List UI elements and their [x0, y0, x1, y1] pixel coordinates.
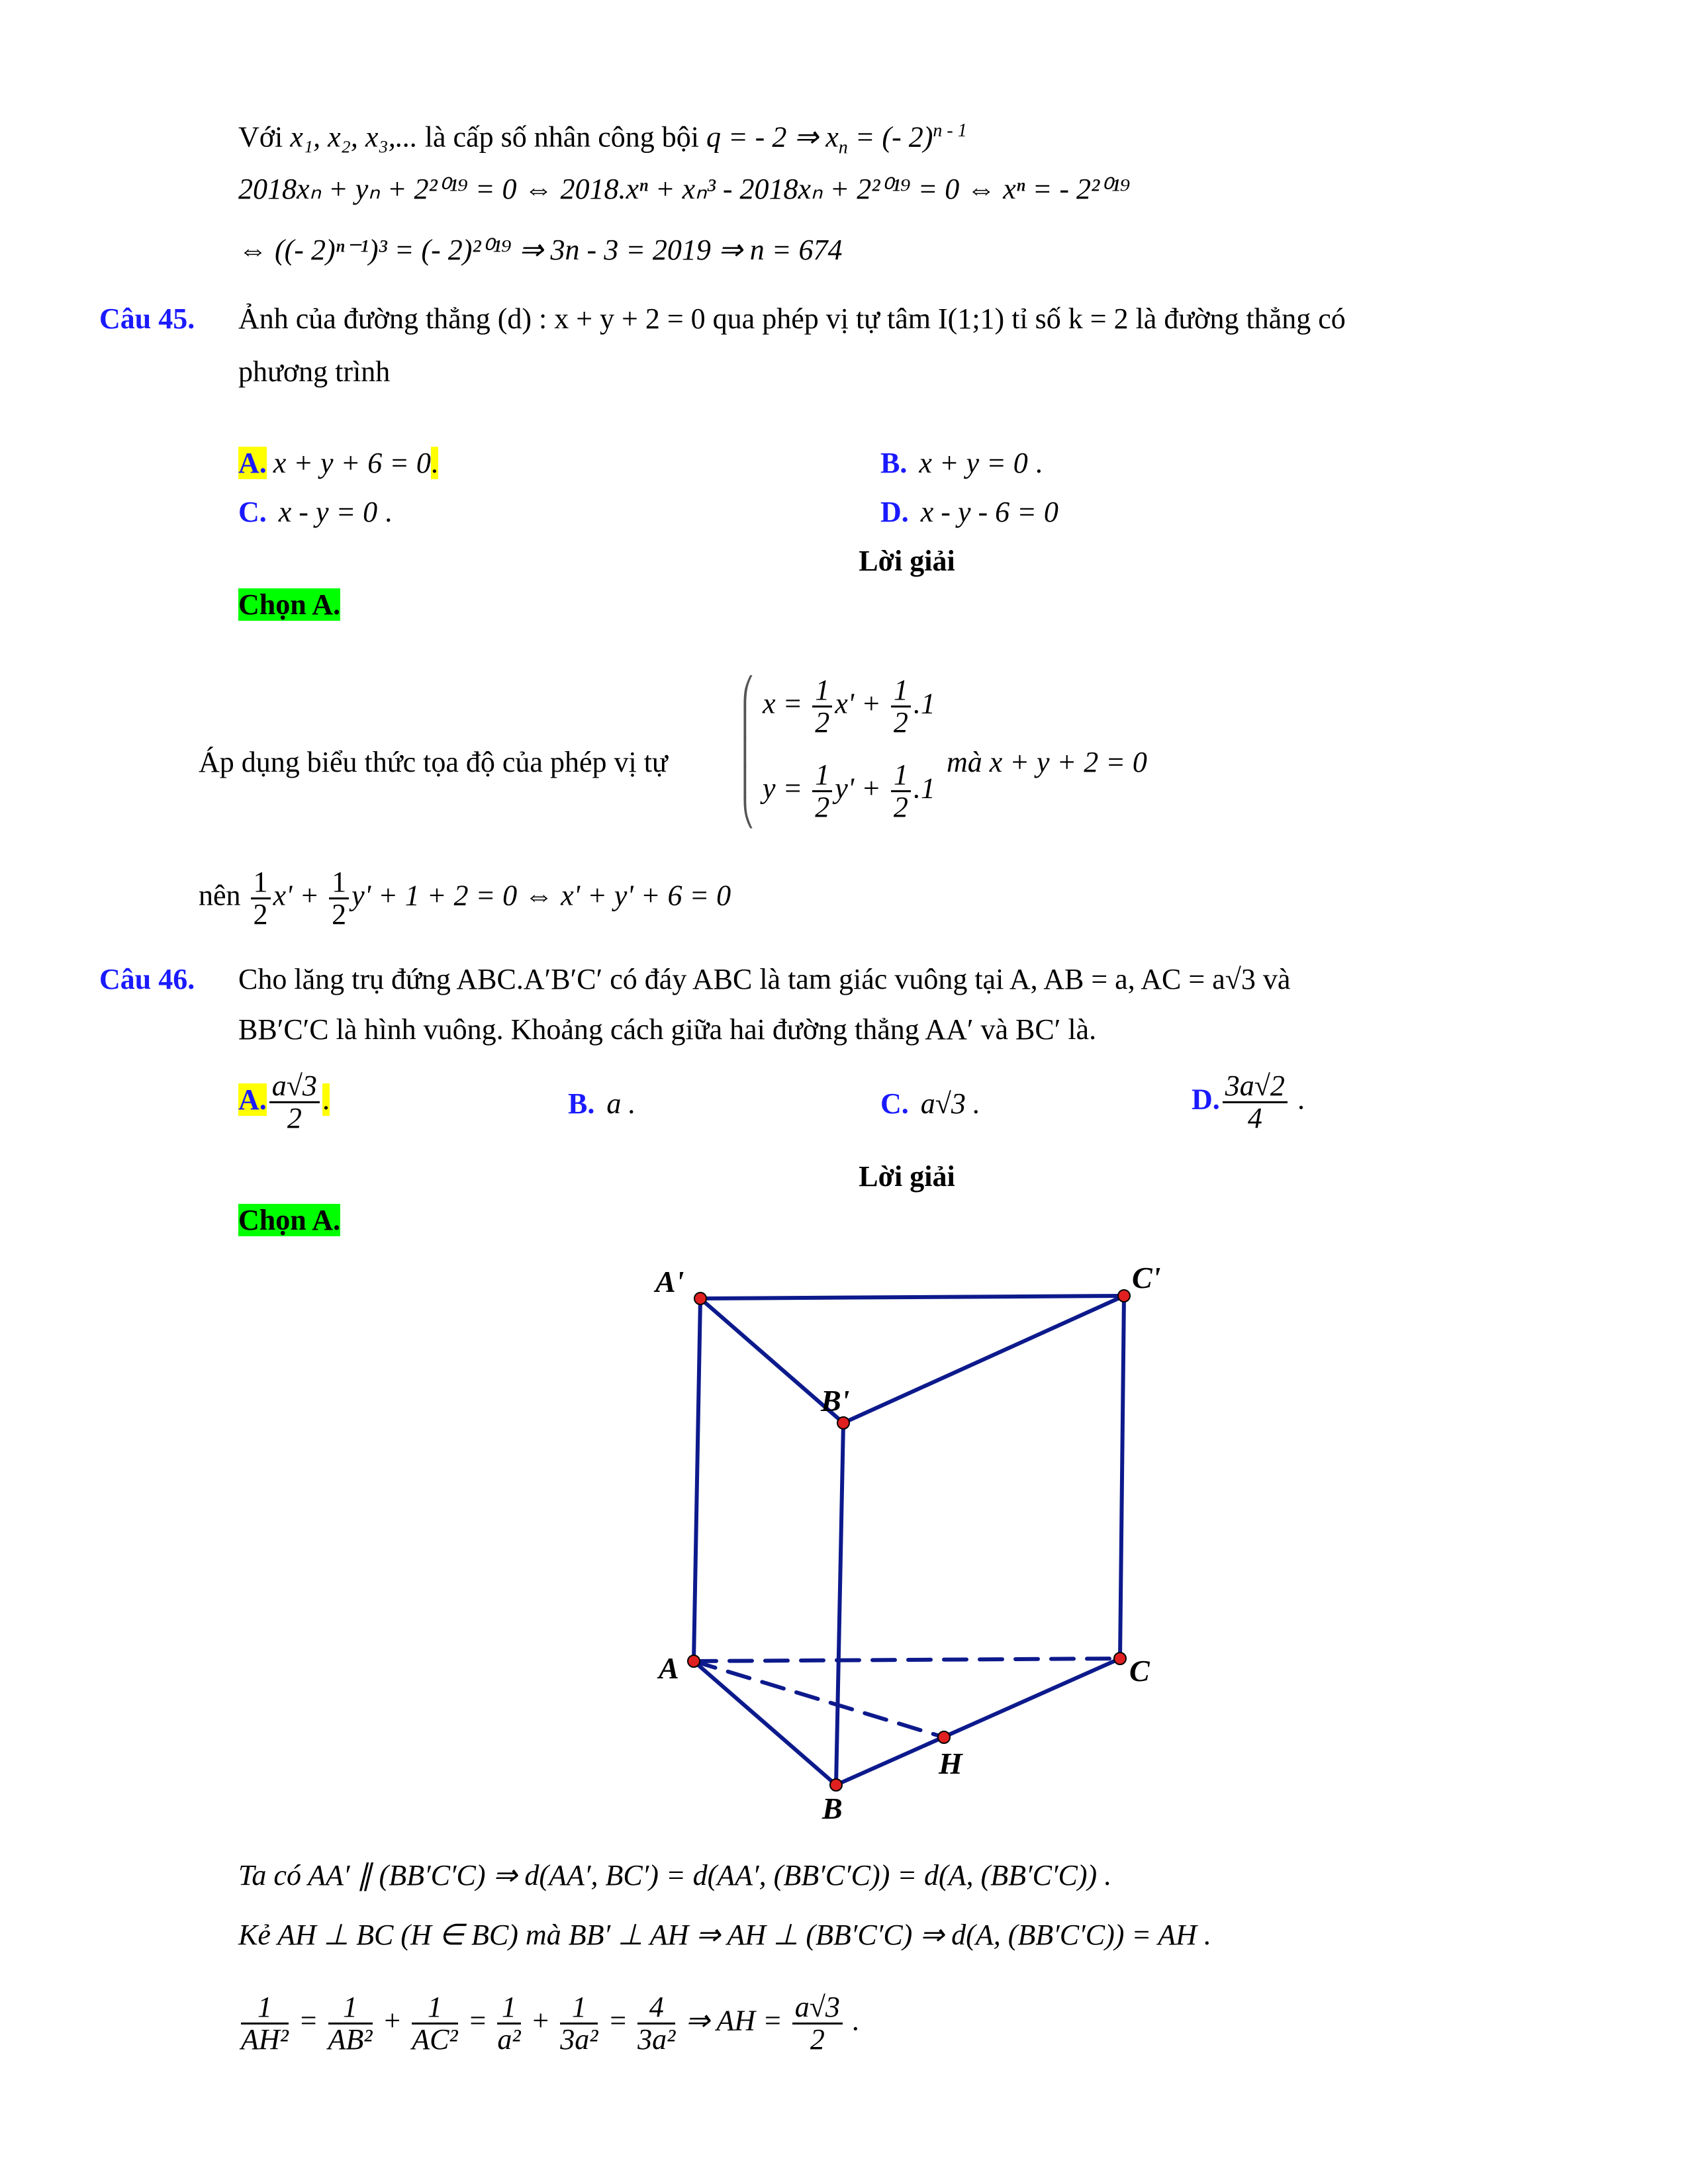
option-value: x + y + 6 = 0 — [273, 447, 431, 479]
q46-option-d[interactable]: D. $\frac{3a√2}{4}$ . — [1192, 1069, 1305, 1134]
intro-text-2: là cấp số nhân công bội — [417, 120, 706, 154]
choose-answer: Chọn A. — [238, 588, 341, 621]
edge-a-h-dashed — [694, 1661, 944, 1737]
option-key: A. — [238, 447, 267, 479]
nen-word: nên — [199, 879, 241, 912]
q46-option-b[interactable] — [568, 1085, 635, 1122]
sys-y: y = — [763, 772, 810, 805]
sys-y-tail: y' + — [835, 772, 888, 805]
q45-option-a[interactable]: A. x + y + 6 = 0. — [238, 447, 438, 479]
q46-solution-line-2: Kẻ AH ⊥ BC (H ∈ BC) mà BB′ ⊥ AH ⇒ AH ⊥ (BB′C′C) ⇒ d(A, (BB′C′C)) = AH . — [238, 1919, 1211, 1951]
edge-a-a1 — [694, 1298, 700, 1661]
q45-option-d[interactable] — [880, 494, 1058, 531]
apply-text: Áp dụng biểu thức tọa độ của phép vị tự — [199, 746, 668, 778]
option-value: x - y = 0 — [278, 496, 378, 528]
option-key: B. — [568, 1087, 595, 1120]
point-b — [830, 1779, 842, 1791]
option-key: A. — [238, 1083, 267, 1116]
edge-a-c-dashed — [694, 1659, 1120, 1661]
system-row-y: y = $\frac{1}{2}$ y' + $\frac{1}{2}$ .1 — [763, 758, 935, 823]
q46-solution-title: Lời giải — [859, 1160, 955, 1193]
question-45-text: Ảnh của đường thẳng (d) : x + y + 2 = 0 qua phép vị tự tâm I(1;1) tỉ số k = 2 là đường thẳng có — [238, 302, 1346, 335]
option-key: B. — [880, 447, 908, 479]
point-b1 — [837, 1417, 849, 1429]
intro-line-1: Với x₁, x₂, x₃,... là cấp số nhân công bội q = - 2 ⇒ $x_n$ = (- 2)$^{n - 1}$ — [238, 120, 967, 158]
q46-solution-line-3: $\frac{1}{\text{AH²}}$ = $\frac{1}{\text{AB²}}$ + $\frac{1}{\text{AC²}}$ = $\frac{1}{\text{a²}}$ + $\frac{1}{\text{3a²}}$ = $\frac{4}{\text{3a²}}$ ⇒ AH = $\frac{a√3}{2}$ . — [241, 1991, 860, 2056]
point-c — [1114, 1653, 1126, 1664]
intro-text: Với — [238, 120, 291, 154]
edge-c-c1 — [1120, 1296, 1124, 1659]
sequence-math: x₁, x₂, x₃,... — [290, 120, 418, 154]
edge-a1-c1 — [700, 1296, 1124, 1298]
q46-option-c[interactable] — [880, 1085, 980, 1122]
ma-equation: mà x + y + 2 = 0 — [947, 746, 1147, 778]
option-key: D. — [880, 496, 909, 528]
q46-option-a[interactable]: A. $\frac{a√3}{2}$ . — [238, 1069, 330, 1134]
sys-x: x = — [763, 687, 810, 720]
q45-choose — [238, 586, 340, 623]
system-brace-icon: ⎛ ⎜ ⎜ ⎜ ⎝ — [741, 676, 755, 828]
q46-solution-line-1: Ta có AA′ ∥ (BB′C′C) ⇒ d(AA′, BC′) = d(AA′, (BB′C′C)) = d(A, (BB′C′C)) . — [238, 1859, 1112, 1891]
label-b: B — [822, 1792, 843, 1825]
label-c1: C' — [1132, 1261, 1161, 1295]
edge-b-b1 — [836, 1423, 843, 1785]
label-c: C — [1129, 1654, 1150, 1688]
option-key: D. — [1192, 1083, 1220, 1116]
edge-b1-c1 — [843, 1296, 1124, 1423]
choose-answer: Chọn A. — [238, 1204, 341, 1236]
q45-option-b[interactable]: B. x + y = 0 . — [880, 447, 1043, 479]
point-h — [938, 1731, 950, 1743]
exp-math: n - 1 — [933, 120, 967, 141]
question-45-label: Câu 45. — [99, 302, 195, 335]
option-value: a√3 . — [920, 1087, 980, 1120]
system-row-x: x = $\frac{1}{2}$ x' + $\frac{1}{2}$ .1 — [763, 674, 935, 739]
nen-line: nên $\frac{1}{2}$ x' + $\frac{1}{2}$ y' + 1 + 2 = 0 ⇔ x' + y' + 6 = 0 — [199, 866, 731, 931]
sys-x-tail: x' + — [835, 687, 888, 720]
question-46-text: Cho lăng trụ đứng ABC.A′B′C′ có đáy ABC là tam giác vuông tại A, AB = a, AC = a√3 và — [238, 963, 1291, 995]
option-value: x - y - 6 = 0 — [920, 496, 1058, 528]
question-46-text-2: BB′C′C là hình vuông. Khoảng cách giữa hai đường thẳng AA′ và BC′ là. — [238, 1013, 1097, 1046]
point-c1 — [1118, 1290, 1130, 1302]
label-a1: A' — [655, 1265, 684, 1298]
option-key: C. — [880, 1087, 909, 1120]
label-h: H — [939, 1747, 962, 1780]
intro-line-3: ⇔ ((- 2)ⁿ⁻¹)³ = (- 2)²⁰¹⁹ ⇒ 3n - 3 = 2019 ⇒ n = 674 — [238, 234, 843, 266]
xn-math: = (- 2) — [847, 120, 933, 154]
question-46-label: Câu 46. — [99, 963, 195, 995]
point-a — [688, 1655, 700, 1667]
ratio-math: q = - 2 ⇒ x — [706, 120, 839, 154]
question-45-text-2: phương trình — [238, 355, 391, 388]
label-a: A — [659, 1651, 679, 1685]
point-a1 — [694, 1293, 706, 1304]
option-value: a . — [606, 1087, 636, 1120]
option-value: x + y = 0 — [919, 447, 1028, 479]
intro-line-2: 2018xₙ + yₙ + 2²⁰¹⁹ = 0 ⇔ 2018.xⁿ + xₙ³ - 2018xₙ + 2²⁰¹⁹ = 0 ⇔ xⁿ = - 2²⁰¹⁹ — [238, 173, 1131, 205]
prism-figure — [629, 1244, 1198, 1827]
option-key: C. — [238, 496, 267, 528]
q45-solution-title: Lời giải — [859, 545, 955, 577]
q46-choose — [238, 1202, 340, 1239]
edge-a-b — [694, 1661, 836, 1785]
edge-b-c — [836, 1659, 1120, 1785]
q45-option-c[interactable]: C. x - y = 0 . — [238, 496, 393, 528]
label-b1: B' — [821, 1384, 850, 1418]
